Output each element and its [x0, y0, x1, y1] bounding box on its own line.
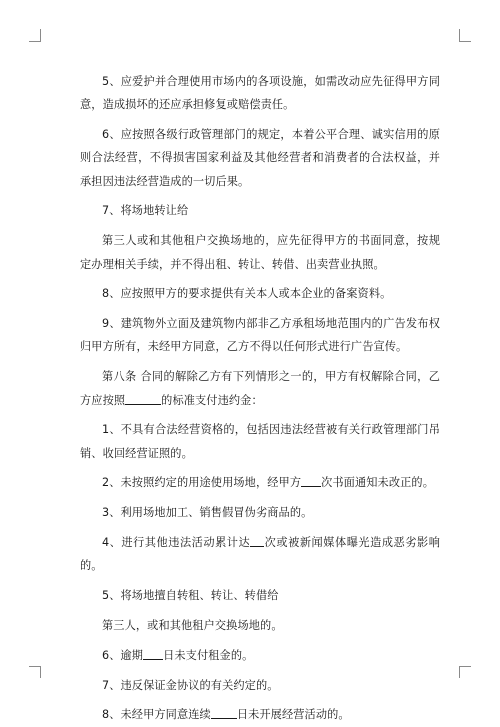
- article-8-termination: [80, 365, 440, 412]
- clause-7-continuation: 第三人或和其他租户交换场地的，应先征得甲方的书面同意，按规定办理相关手续，并不得出租、转让、转借、出卖营业执照。: [80, 234, 440, 271]
- item-2-text-before: 2、未按照约定的用途使用场地，经甲方: [102, 476, 302, 490]
- termination-item-5: 5、将场地擅自转租、转让、转借给: [102, 589, 279, 603]
- termination-item-5-continuation: 第三人，或和其他租户交换场地的。: [102, 618, 283, 632]
- fill-blank: [250, 534, 264, 547]
- document-body: [80, 70, 440, 727]
- crop-mark-bottom-right-h: [459, 666, 471, 667]
- fill-blank: [125, 392, 147, 405]
- clause-8-records: 8、应按照甲方的要求提供有关本人或本企业的备案资料。: [102, 287, 392, 301]
- fill-blank: [147, 392, 161, 405]
- termination-item-7: 7、违反保证金协议的有关约定的。: [102, 678, 279, 692]
- clause-5-facilities: 5、应爱护并合理使用市场内的各项设施，如需改动应先征得甲方同意，造成损坏的还应承担修复或赔偿责任。: [80, 75, 440, 112]
- termination-item-6: [80, 644, 440, 667]
- crop-mark-top-left-h: [29, 41, 41, 42]
- fill-blank: [301, 474, 321, 487]
- crop-mark-bottom-left-h: [29, 666, 41, 667]
- fill-blank: [143, 647, 163, 660]
- item-2-text-after: 次书面通知未改正的。: [321, 476, 434, 490]
- item-6-text-before: 6、逾期: [102, 648, 144, 662]
- article-8-text-after: 的标准支付违约金：: [161, 393, 263, 407]
- termination-item-2: [80, 471, 440, 494]
- item-6-text-after: 日未支付租金的。: [163, 648, 254, 662]
- article-8-text-before: 第八条 合同的解除乙方有下列情形之一的，甲方有权解除合同，乙方应按照: [80, 370, 440, 407]
- clause-9-advertising: 9、建筑物外立面及建筑物内部非乙方承租场地范围内的广告发布权归甲方所有，未经甲方同意，乙方不得以任何形式进行广告宣传。: [80, 317, 440, 354]
- item-8-text-before: 8、未经甲方同意连续: [102, 708, 211, 722]
- item-4-text-before: 4、进行其他违法活动累计达: [102, 536, 251, 550]
- item-4-text-after: 次或被新闻媒体曝光造成恶劣影响的。: [80, 536, 440, 573]
- clause-6-legal-operation: 6、应按照各级行政管理部门的规定，本着公平合理、诚实信用的原则合法经营，不得损害国家利益及其他经营者和消费者的合法权益，并承担因违法经营造成的一切后果。: [80, 128, 440, 188]
- item-8-text-after: 日未开展经营活动的。: [236, 708, 350, 722]
- crop-mark-top-right-h: [459, 41, 471, 42]
- fill-blank: [211, 706, 237, 719]
- clause-7-transfer: 7、将场地转让给: [102, 204, 189, 218]
- crop-mark-bottom-right-v: [459, 666, 460, 678]
- termination-item-1: 1、不具有合法经营资格的，包括因违法经营被有关行政管理部门吊销、收回经营证照的。: [80, 423, 440, 460]
- crop-mark-top-right-v: [459, 29, 460, 41]
- crop-mark-bottom-left-v: [40, 666, 41, 678]
- crop-mark-top-left-v: [40, 29, 41, 41]
- termination-item-4: [80, 531, 440, 578]
- termination-item-3: 3、利用场地加工、销售假冒伪劣商品的。: [102, 506, 313, 520]
